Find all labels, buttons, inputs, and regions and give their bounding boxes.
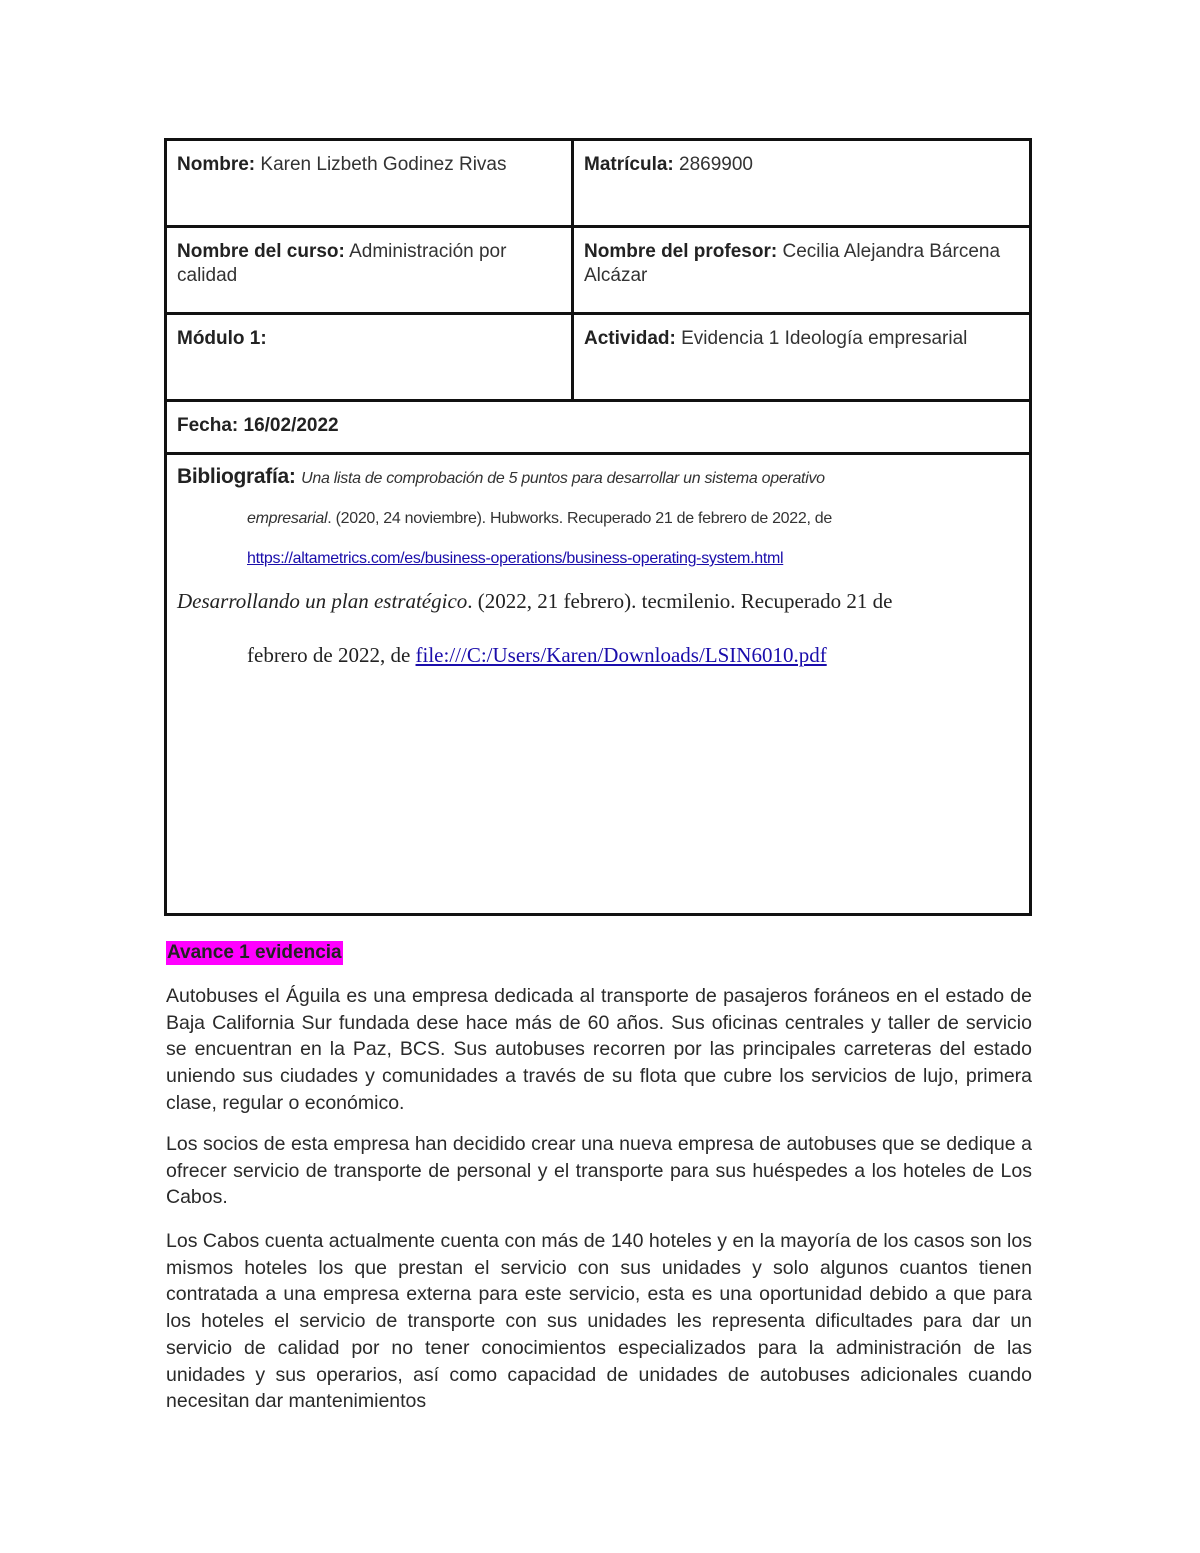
- ref2-title: Desarrollando un plan estratégico: [177, 589, 468, 613]
- curso-label: Nombre del curso:: [177, 241, 345, 262]
- matricula-label: Matrícula:: [584, 154, 674, 175]
- section-heading: Avance 1 evidencia: [167, 942, 342, 963]
- bibliography-cell: [166, 454, 1031, 915]
- table-row: [166, 227, 1031, 314]
- ref2-rest: . (2022, 21 febrero). tecmilenio. Recuperado 21 de: [467, 589, 893, 613]
- actividad-cell: [573, 314, 1031, 401]
- modulo-cell: [166, 314, 573, 401]
- ref2-rest2: febrero de 2022, de: [247, 643, 416, 667]
- bibliography-ref-2: [177, 587, 1019, 669]
- ref1-title: Una lista de comprobación de 5 puntos para desarrollar un sistema operativo: [301, 470, 825, 487]
- bibliography-title: Bibliografía: [177, 465, 289, 488]
- fecha-cell: [166, 401, 1031, 454]
- paragraph-2: Los socios de esta empresa han decidido crear una nueva empresa de autobuses que se dedique a ofrecer servicio de transporte de personal y el transporte para sus huéspedes a los hoteles de Los Cabos.: [166, 1133, 1032, 1209]
- nombre-value: Karen Lizbeth Godinez Rivas: [255, 154, 507, 175]
- profesor-label: Nombre del profesor:: [584, 241, 778, 262]
- ref1-rest: . (2020, 24 noviembre). Hubworks. Recuperado 21 de febrero de 2022, de: [327, 510, 832, 527]
- paragraph-1: Autobuses el Águila es una empresa dedicada al transporte de pasajeros foráneos en el estado de Baja California Sur fundada dese hace más de 60 años. Sus oficinas centrales y taller de servicio se encuentran en la Paz, BCS. Sus autobuses recorren por las principales carreteras del estado uniendo sus ciudades y comunidades a través de su flota que cubre los servicios de lujo, primera clase, regular o económico.: [166, 985, 1032, 1114]
- ref1-title-cont: empresarial: [247, 510, 328, 527]
- table-row: [166, 401, 1031, 454]
- profesor-cell: [573, 227, 1031, 314]
- table-row: [166, 314, 1031, 401]
- student-info-table: [164, 138, 1032, 916]
- ref2-line2: [177, 641, 1019, 669]
- paragraph-3: Los Cabos cuenta actualmente cuenta con más de 140 hoteles y en la mayoría de los casos son los mismos hoteles los que prestan el servicio con sus unidades y solo algunos cuantos tienen contratada a una empresa externa para este servicio, esta es una oportunidad debido a que para los hoteles el servicio de transporte con sus unidades les representa dificultades para dar un servicio de calidad por no tener conocimientos especializados para la administración de las unidades y sus operarios, así como capacidad de unidades de autobuses adicionales cuando necesitan dar mantenimientos: [166, 1230, 1032, 1413]
- curso-value: Administración por calidad: [177, 241, 507, 286]
- curso-cell: [166, 227, 573, 314]
- ref1-line3: [177, 547, 1019, 571]
- table-row: [166, 140, 1031, 227]
- actividad-value: Evidencia 1 Ideología empresarial: [675, 328, 968, 349]
- profesor-value: Cecilia Alejandra Bárcena Alcázar: [584, 241, 1001, 286]
- ref1-line2: [177, 507, 1019, 531]
- ref1-link[interactable]: https://altametrics.com/es/business-operations/business-operating-system.html: [247, 550, 784, 567]
- ref2-link[interactable]: file:///C:/Users/Karen/Downloads/LSIN6010.pdf: [415, 643, 827, 667]
- nombre-cell: [166, 140, 573, 227]
- matricula-cell: [573, 140, 1031, 227]
- modulo-label: Módulo 1:: [177, 328, 267, 349]
- table-row: [166, 454, 1031, 915]
- nombre-label: Nombre:: [177, 154, 256, 175]
- bibliography-ref-1: Bibliografía: Una lista de comprobación de 5 puntos para desarrollar un sistema operativo empresarial. (2020, 24 noviembre). Hubworks. Recuperado 21 de febrero de 2022, de https://altametrics.com/es/business-operations/business-operating-system.html: [177, 465, 1019, 571]
- actividad-label: Actividad:: [584, 328, 676, 349]
- fecha-text: Fecha: 16/02/2022: [177, 415, 339, 436]
- matricula-value: 2869900: [673, 154, 753, 175]
